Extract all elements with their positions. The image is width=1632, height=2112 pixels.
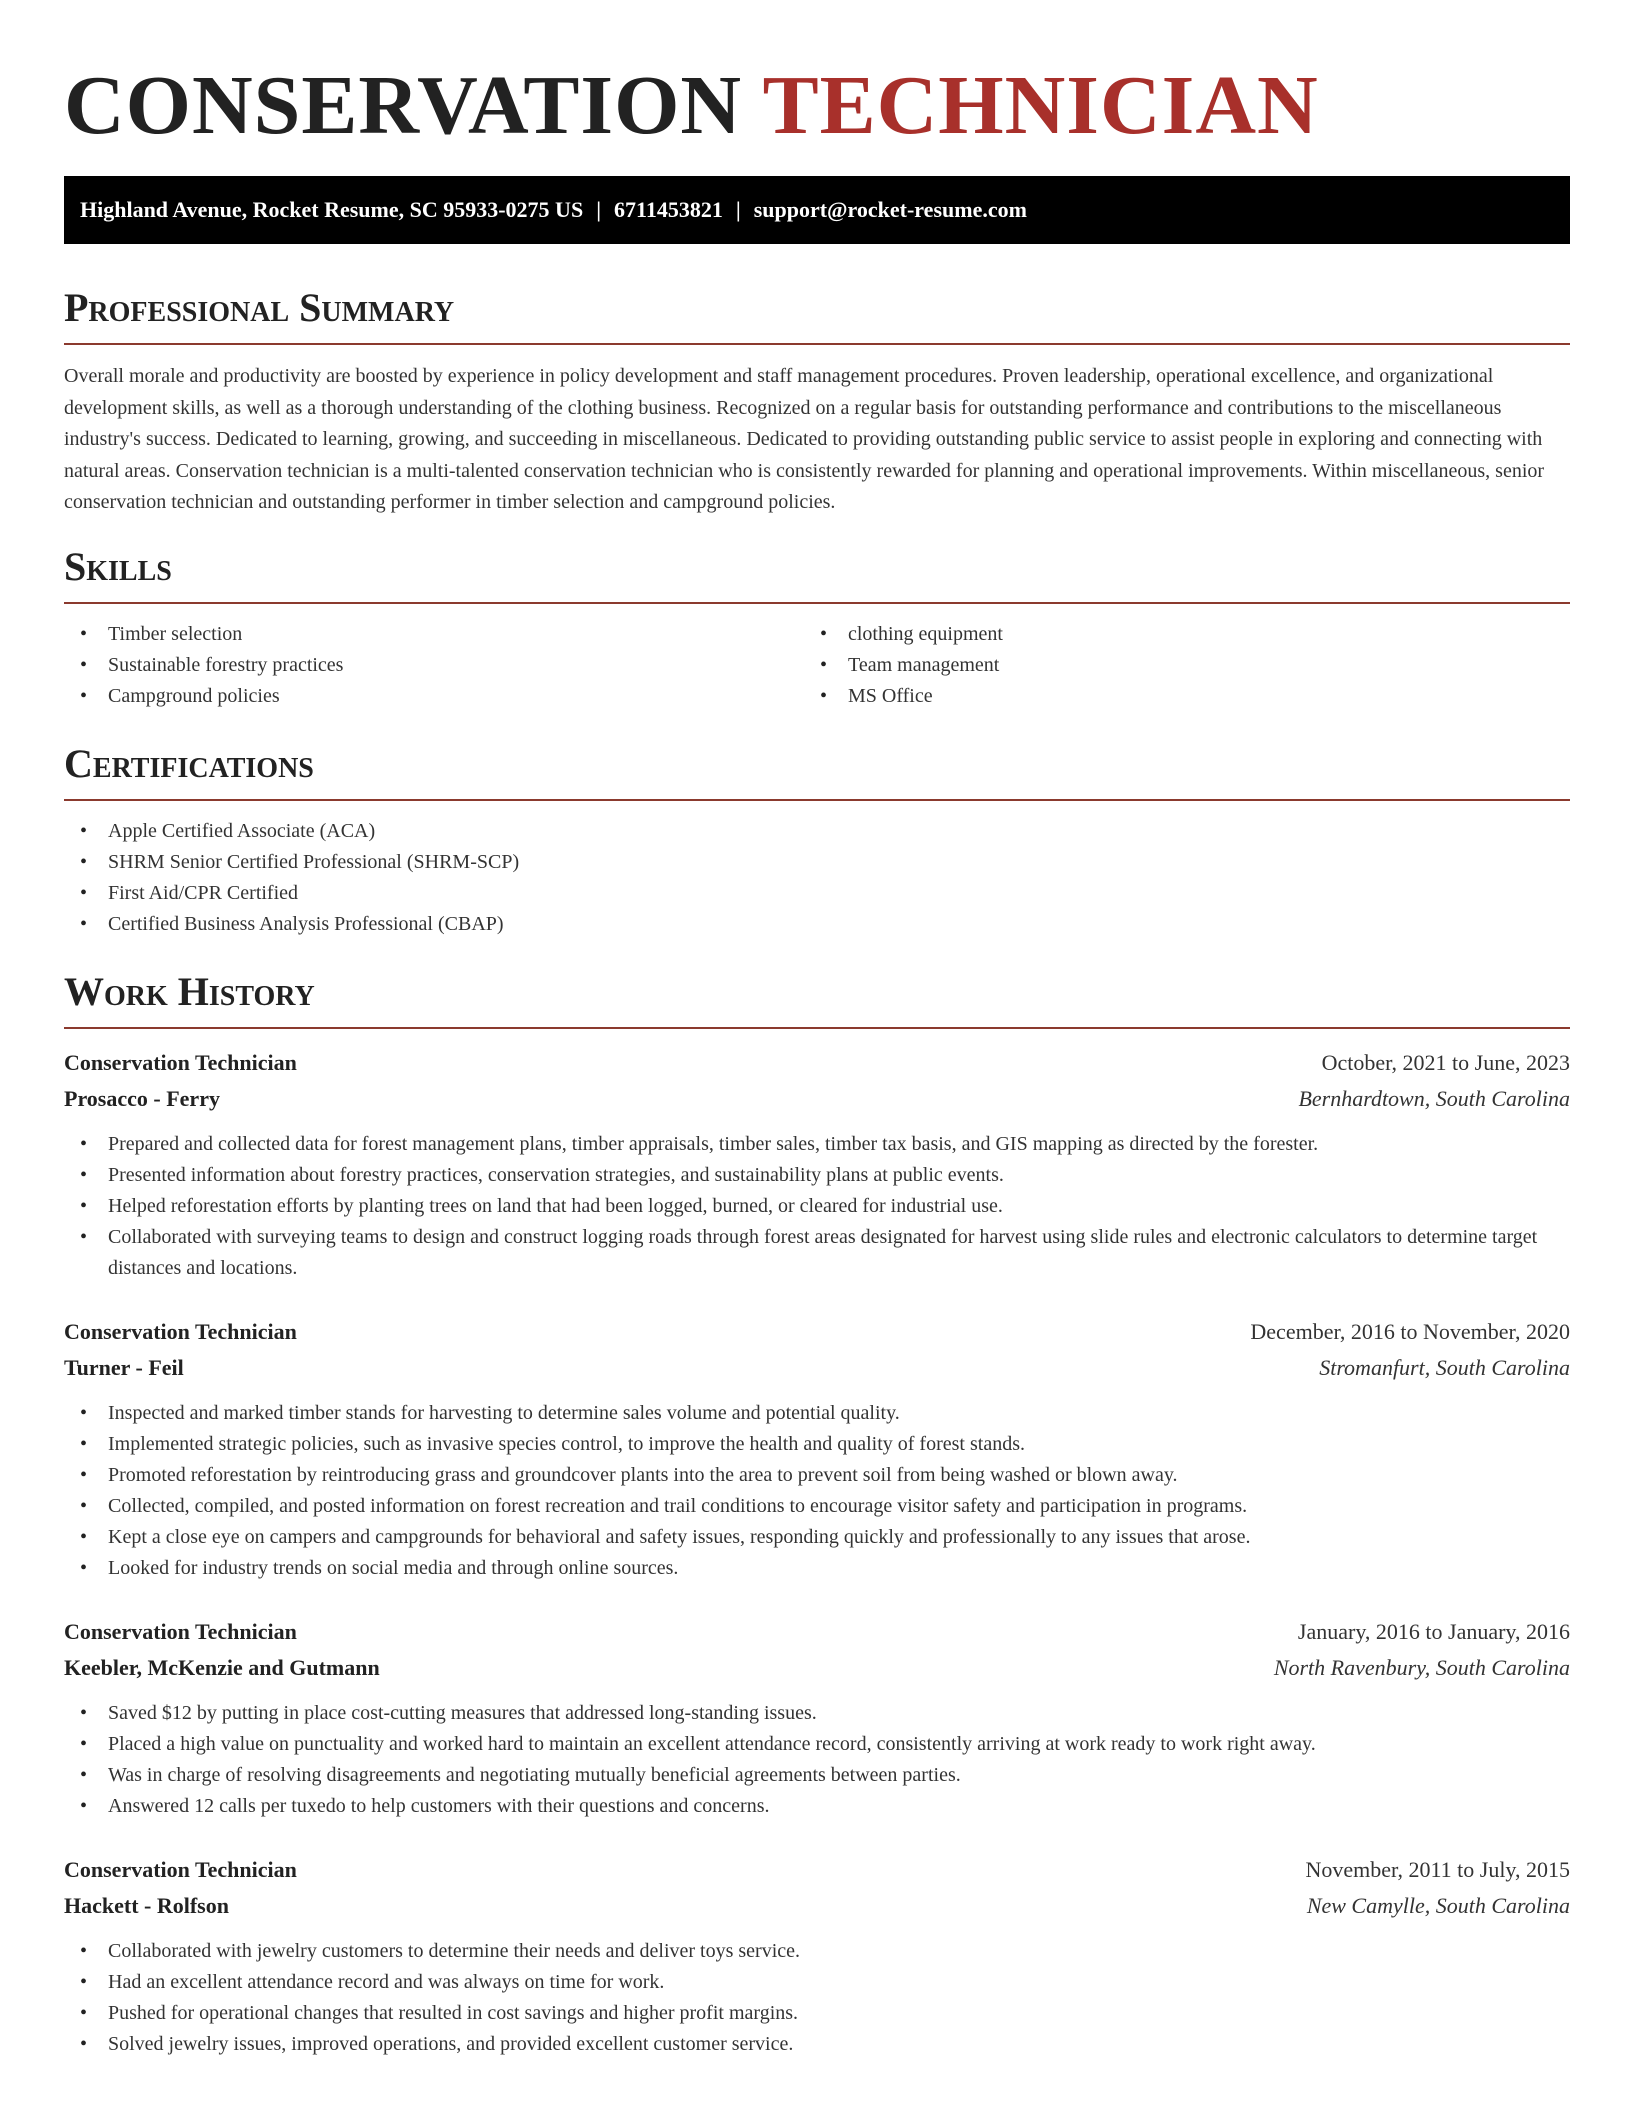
name-second: TECHNICIAN	[762, 59, 1319, 152]
job-bullet: • Had an excellent attendance record and was always on time for work.	[64, 1967, 1570, 1998]
certification-item: • Certified Business Analysis Professional (CBAP)	[64, 909, 1570, 940]
job-bullet: • Promoted reforestation by reintroducing grass and groundcover plants into the area to prevent soil from being washed or blown away.	[64, 1460, 1570, 1491]
job-company: Keebler, McKenzie and Gutmann	[64, 1654, 380, 1680]
job-title: Conservation Technician	[64, 1856, 297, 1882]
job-bullet: • Presented information about forestry practices, conservation strategies, and sustainability plans at public events.	[64, 1160, 1570, 1191]
job-bullet: • Kept a close eye on campers and campgrounds for behavioral and safety issues, responding quickly and professionally to any issues that arose.	[64, 1522, 1570, 1553]
job-header-row	[64, 1045, 1570, 1081]
job-bullet: • Placed a high value on punctuality and worked hard to maintain an excellent attendance record, consistently arriving at work ready to work right away.	[64, 1729, 1570, 1760]
job-location: Stromanfurt, South Carolina	[1319, 1354, 1570, 1380]
job-bullets	[64, 1129, 1570, 1284]
section-divider	[64, 343, 1570, 345]
job-company-row	[64, 1081, 1570, 1117]
job-bullet: • Collaborated with surveying teams to design and construct logging roads through forest areas designated for harvest using slide rules and electronic calculators to determine target distances and locations.	[64, 1222, 1570, 1284]
skills-grid	[64, 619, 1570, 712]
job-bullets	[64, 1698, 1570, 1822]
work-history-heading: Work History	[64, 968, 315, 1014]
job-bullet: • Answered 12 calls per tuxedo to help customers with their questions and concerns.	[64, 1791, 1570, 1822]
section-divider	[64, 799, 1570, 801]
job-bullet: • Pushed for operational changes that resulted in cost savings and higher profit margins.	[64, 1998, 1570, 2029]
skill-item: • clothing equipment	[804, 619, 1544, 650]
job-title: Conservation Technician	[64, 1318, 297, 1344]
section-divider	[64, 1027, 1570, 1029]
certification-item: • Apple Certified Associate (ACA)	[64, 816, 1570, 847]
job-company: Prosacco - Ferry	[64, 1085, 220, 1111]
job-location: North Ravenbury, South Carolina	[1273, 1654, 1570, 1680]
job-bullet: • Saved $12 by putting in place cost-cutting measures that addressed long-standing issues.	[64, 1698, 1570, 1729]
job-location: Bernhardtown, South Carolina	[1298, 1085, 1570, 1111]
job-entry	[64, 1045, 1570, 1284]
job-bullet: • Helped reforestation efforts by planting trees on land that had been logged, burned, or cleared for industrial use.	[64, 1191, 1570, 1222]
contact-separator: |	[596, 197, 602, 222]
job-bullet: • Solved jewelry issues, improved operations, and provided excellent customer service.	[64, 2029, 1570, 2060]
job-entry	[64, 1614, 1570, 1822]
contact-email[interactable]: support@rocket-resume.com	[753, 197, 1027, 222]
job-entry	[64, 1314, 1570, 1584]
job-bullet: • Inspected and marked timber stands for harvesting to determine sales volume and potential quality.	[64, 1398, 1570, 1429]
skills-list-left	[64, 619, 804, 712]
job-title: Conservation Technician	[64, 1049, 297, 1075]
job-dates: December, 2016 to November, 2020	[1250, 1318, 1570, 1344]
job-bullet: • Collaborated with jewelry customers to determine their needs and deliver toys service.	[64, 1936, 1570, 1967]
job-header-row	[64, 1852, 1570, 1888]
job-company-row	[64, 1888, 1570, 1924]
summary-text: Overall morale and productivity are boosted by experience in policy development and staff management procedures. Proven leadership, operational excellence, and organizational development skills, as well as a thorough understanding of the clothing business. Recognized on a regular basis for outstanding performance and contributions to the miscellaneous industry's success. Dedicated to learning, growing, and succeeding in miscellaneous. Dedicated to providing outstanding public service to assist people in exploring and connecting with natural areas. Conservation technician is a multi-talented conservation technician who is consistently rewarded for planning and operational improvements. Within miscellaneous, senior conservation technician and outstanding performer in timber selection and campground policies.	[64, 365, 1545, 513]
section-divider	[64, 602, 1570, 604]
job-dates: January, 2016 to January, 2016	[1297, 1618, 1570, 1644]
skill-item: • Team management	[804, 650, 1544, 681]
skills-section	[64, 543, 1570, 712]
job-title: Conservation Technician	[64, 1618, 297, 1644]
job-header-row	[64, 1614, 1570, 1650]
name-first: CONSERVATION	[64, 59, 743, 152]
job-bullets	[64, 1936, 1570, 2060]
certifications-section	[64, 740, 1570, 940]
contact-phone: 6711453821	[614, 197, 723, 222]
job-company: Turner - Feil	[64, 1354, 184, 1380]
certification-item: • SHRM Senior Certified Professional (SHRM-SCP)	[64, 847, 1570, 878]
job-company-row	[64, 1350, 1570, 1386]
resume-page	[64, 0, 1570, 2060]
skills-heading: Skills	[64, 543, 172, 589]
contact-address: Highland Avenue, Rocket Resume, SC 95933-0275 US	[80, 197, 584, 222]
skills-list-right	[804, 619, 1544, 712]
job-company: Hackett - Rolfson	[64, 1892, 229, 1918]
summary-section	[64, 284, 1570, 519]
contact-separator: |	[735, 197, 741, 222]
job-dates: October, 2021 to June, 2023	[1321, 1049, 1570, 1075]
skill-item: • Sustainable forestry practices	[64, 650, 804, 681]
job-bullet: • Was in charge of resolving disagreements and negotiating mutually beneficial agreements between parties.	[64, 1760, 1570, 1791]
contact-bar	[64, 176, 1570, 244]
job-location: New Camylle, South Carolina	[1306, 1892, 1570, 1918]
job-bullets	[64, 1398, 1570, 1584]
skill-item: • MS Office	[804, 681, 1544, 712]
job-bullet: • Collected, compiled, and posted information on forest recreation and trail conditions to encourage visitor safety and participation in programs.	[64, 1491, 1570, 1522]
job-entry	[64, 1852, 1570, 2060]
skill-item: • Timber selection	[64, 619, 804, 650]
job-dates: November, 2011 to July, 2015	[1305, 1856, 1570, 1882]
job-bullet: • Prepared and collected data for forest management plans, timber appraisals, timber sales, timber tax basis, and GIS mapping as directed by the forester.	[64, 1129, 1570, 1160]
certifications-list	[64, 816, 1570, 940]
work-history-section	[64, 968, 1570, 2060]
certifications-heading: Certifications	[64, 740, 314, 786]
certification-item: • First Aid/CPR Certified	[64, 878, 1570, 909]
job-bullet: • Looked for industry trends on social media and through online sources.	[64, 1553, 1570, 1584]
resume-name	[64, 58, 1570, 154]
summary-heading: Professional Summary	[64, 285, 455, 330]
job-bullet: • Implemented strategic policies, such as invasive species control, to improve the health and quality of forest stands.	[64, 1429, 1570, 1460]
skill-item: • Campground policies	[64, 681, 804, 712]
job-header-row	[64, 1314, 1570, 1350]
job-company-row	[64, 1650, 1570, 1686]
